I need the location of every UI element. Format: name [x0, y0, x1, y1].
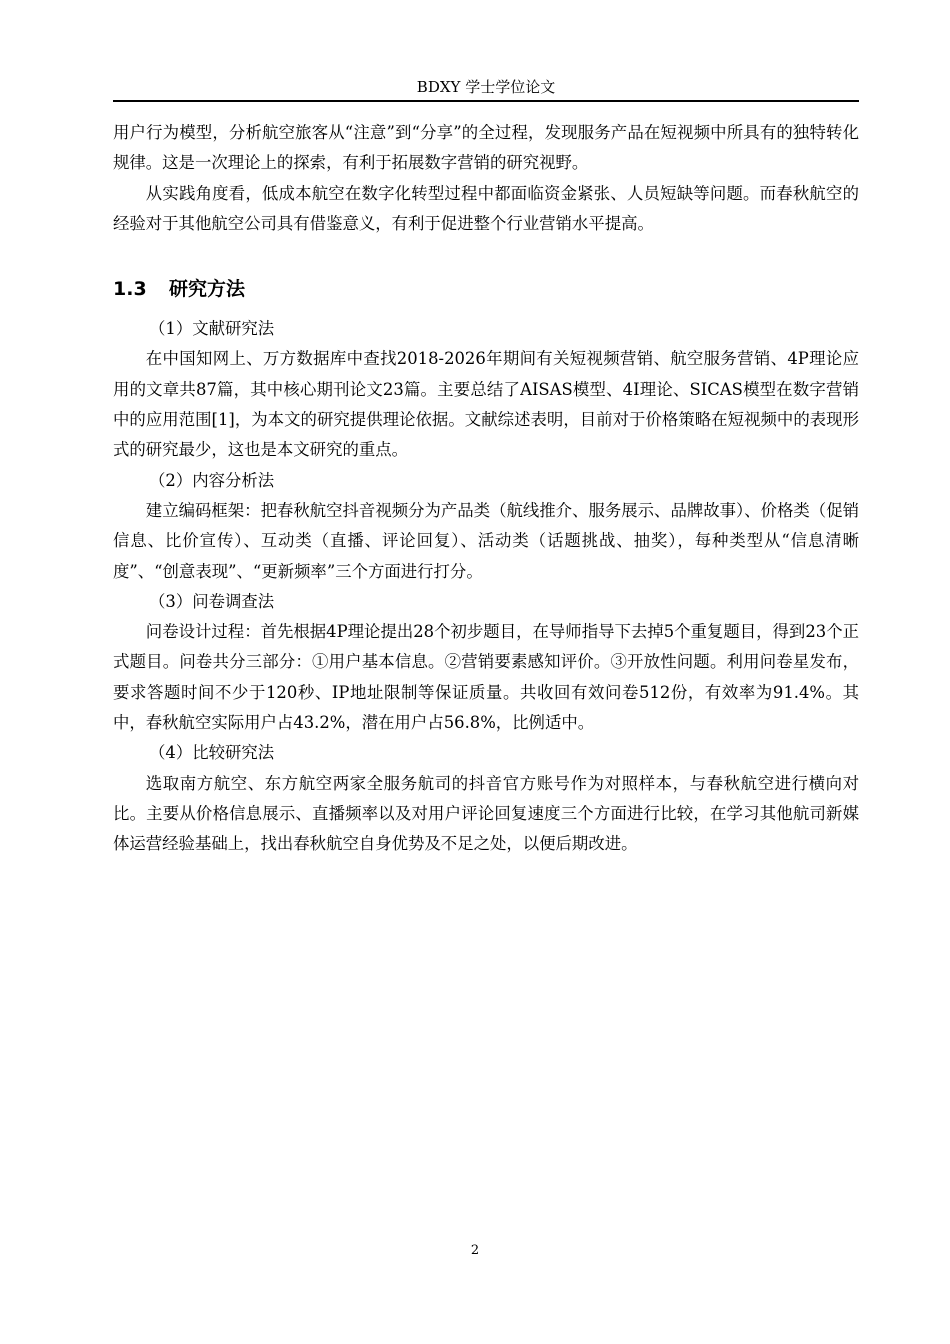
page-number: 2 — [470, 1243, 480, 1258]
intro-paragraph-2: 从实践角度看，低成本航空在数字化转型过程中都面临资金紧张、人员短缺等问题。而春秋航空的经验对于其他航空公司具有借鉴意义，有利于促进整个行业营销水平提高。 — [113, 183, 859, 233]
method-4-heading: （4）比较研究法 — [149, 743, 275, 763]
section-gap — [113, 239, 859, 273]
method-3-text: 问卷设计过程：首先根据4P理论提出28个初步题目，在导师指导下去掉5个重复题目，得到23个正式题目。问卷共分三部分：①用户基本信息。②营销要素感知评价。③开放性问题。利用问卷星发布，要求答题时间不少于120秒、IP地址限制等保证质量。共收回有效问卷512份，有效率为91.4%。其中，春秋航空实际用户占43.2%，潜在用户占56.8%，比例适中。 — [113, 622, 859, 733]
section-heading — [113, 273, 859, 305]
running-header: BDXY 学士学位论文 — [416, 78, 556, 96]
method-1-text: 在中国知网上、万方数据库中查找2018-2026年期间有关短视频营销、航空服务营销、4P理论应用的文章共87篇，其中核心期刊论文23篇。主要总结了AISAS模型、4I理论、SICAS模型在数字营销中的应用范围[1]，为本文的研究提供理论依据。文献综述表明，目前对于价格策略在短视频中的表现形式的研究最少，这也是本文研究的重点。 — [113, 349, 859, 460]
header-rule — [113, 100, 859, 102]
method-1-heading: （1）文献研究法 — [149, 319, 275, 339]
method-3-heading: （3）问卷调查法 — [149, 591, 275, 611]
method-2-text: 建立编码框架：把春秋航空抖音视频分为产品类（航线推介、服务展示、品牌故事）、价格类（促销信息、比价宣传）、互动类（直播、评论回复）、活动类（话题挑战、抽奖），每种类型从“信息清晰度”、“创意表现”、“更新频率”三个方面进行打分。 — [113, 500, 859, 581]
intro-paragraph-1: 用户行为模型，分析航空旅客从“注意”到“分享”的全过程，发现服务产品在短视频中所具有的独特转化规律。这是一次理论上的探索，有利于拓展数字营销的研究视野。 — [113, 123, 859, 173]
method-4-text: 选取南方航空、东方航空两家全服务航司的抖音官方账号作为对照样本，与春秋航空进行横向对比。主要从价格信息展示、直播频率以及对用户评论回复速度三个方面进行比较，在学习其他航司新媒体运营经验基础上，找出春秋航空自身优势及不足之处，以便后期改进。 — [113, 773, 859, 854]
section-title: 研究方法 — [169, 278, 246, 301]
method-2-heading: （2）内容分析法 — [149, 470, 275, 490]
body-text — [113, 118, 859, 860]
section-number: 1.3 — [113, 278, 147, 301]
